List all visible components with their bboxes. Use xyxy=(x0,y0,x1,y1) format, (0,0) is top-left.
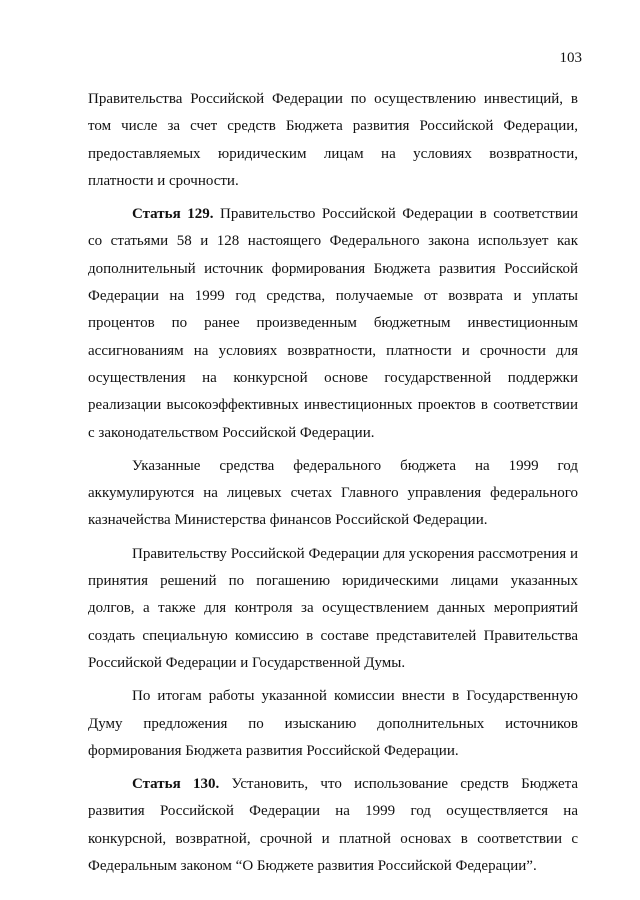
article-130 xyxy=(88,771,578,880)
paragraph-text: По итогам работы указанной комиссии внести в Государственную Думу предложения по изысканию дополнительных источников формирования Бюджета развития Российской Федерации. xyxy=(88,688,578,759)
article-heading: Статья 129. xyxy=(132,206,214,223)
paragraph-proposals xyxy=(88,683,578,765)
article-129 xyxy=(88,201,578,447)
paragraph-text: Правительства Российской Федерации по осуществлению инвестиций, в том числе за счет средств Бюджета развития Российской Федерации, предоставляемых юридическим лицам на условиях возвратности, платности и срочности. xyxy=(88,91,578,189)
page-number: 103 xyxy=(559,50,582,66)
paragraph-commission xyxy=(88,541,578,677)
paragraph-text: Правительство Российской Федерации в соответствии со статьями 58 и 128 настоящего Федерального закона использует как дополнительный источник формирования Бюджета развития Российской Федерации на 1999 год средства, получаемые от возврата и уплаты процентов по ранее произведенным бюджетным инвестиционным ассигнованиям на условиях возвратности, платности и срочности для осуществления на конкурсной основе государственной поддержки реализации высокоэффективных инвестиционных проектов в соответствии с законодательством Российской Федерации. xyxy=(88,206,578,441)
paragraph-text: Правительству Российской Федерации для ускорения рассмотрения и принятия решений по погашению юридическими лицами указанных долгов, а также для контроля за осуществлением данных мероприятий создать специальную комиссию в составе представителей Правительства Российской Федерации и Государственной Думы. xyxy=(88,545,578,671)
article-heading: Статья 130. xyxy=(132,776,220,793)
paragraph-text: Установить, что использование средств Бюджета развития Российской Федерации на 1999 год осуществляется на конкурсной, возвратной, срочной и платной основах в соответствии с Федеральным законом “О Бюджете развития Российской Федерации”. xyxy=(88,776,578,875)
paragraph-funds xyxy=(88,453,578,535)
paragraph-text: Указанные средства федерального бюджета на 1999 год аккумулируются на лицевых счетах Главного управления федерального казначейства Министерства финансов Российской Федерации. xyxy=(88,457,578,529)
paragraph-continuation xyxy=(88,86,578,195)
document-body xyxy=(88,86,578,880)
